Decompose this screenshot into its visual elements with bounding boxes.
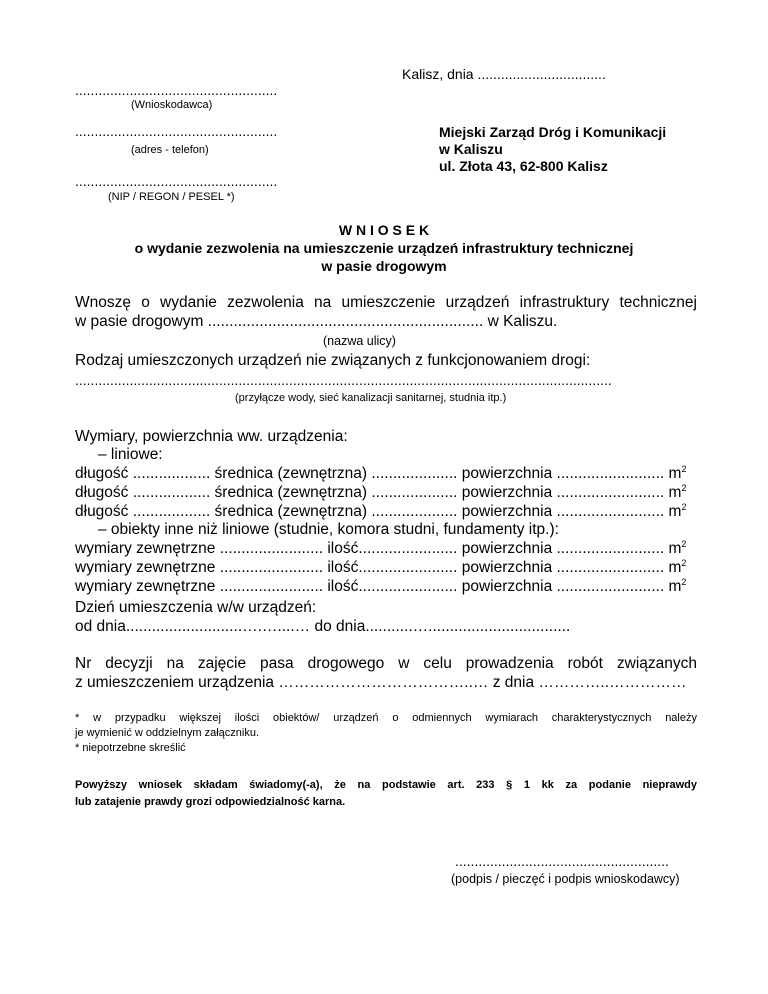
recipient-line2: w Kaliszu [439,141,503,157]
signature-label: (podpis / pieczęć i podpis wnioskodawcy) [451,872,680,886]
document-subtitle-2: w pasie drogowym [321,258,447,274]
decision-line2: z umieszczeniem urządzenia ………………………………..… z dnia …………..…………… [75,674,687,691]
linear-row: długość .................. średnica (zewnętrzna) .................... powierzchnia ......................... $m^2$ [75,464,687,482]
recipient-line3: ul. Złota 43, 62-800 Kalisz [439,158,608,174]
footnote-1-line2: je wymienić w oddzielnym załączniku. [75,727,260,739]
document-title: W N I O S E K [338,222,430,238]
other-row: wymiary zewnętrzne ........................ ilość....................... powierzchnia ......................... $m^2$ [75,577,687,595]
declaration-line1: Powyższy wniosek składam świadomy(-a), że na podstawie art. 233 § 1 kk za podanie nieprawdy [75,779,697,791]
footnote-1-line1: * w przypadku większej ilości obiektów/ urządzeń o odmiennych wymiarach charakterystycznych należy [75,712,697,724]
declaration-line2: lub zatajenie prawdy grozi odpowiedzialność karna. [75,796,346,808]
other-row: wymiary zewnętrzne ........................ ilość....................... powierzchnia ......................... $m^2$ [75,539,687,557]
linear-row: długość .................. średnica (zewnętrzna) .................... powierzchnia ......................... $m^2$ [75,483,687,501]
dimensions-label: Wymiary, powierzchnia ww. urządzenia: [75,428,348,445]
linear-label: – liniowe: [98,446,163,463]
place-date: Kalisz, dnia ................................. [402,66,606,82]
other-objects-label: – obiekty inne niż liniowe (studnie, komora studni, fundamenty itp.): [98,521,559,538]
street-label: (nazwa ulicy) [323,334,396,348]
applicant-dots: .................................................... [75,82,278,98]
linear-row: długość .................. średnica (zewnętrzna) .................... powierzchnia ......................... $m^2$ [75,502,687,520]
signature-dots: ....................................................... [455,853,669,869]
device-type-label: Rodzaj umieszczonych urządzeń nie związanych z funkcjonowaniem drogi: [75,352,591,369]
decision-line1: Nr decyzji na zajęcie pasa drogowego w celu prowadzenia robót związanych [75,655,697,672]
address-dots: .................................................... [75,123,278,139]
address-label: (adres - telefon) [131,144,209,156]
request-line2: w pasie drogowym ................................................................ w Kaliszu. [75,313,558,330]
device-type-dots: .......................................................................................................................................... [75,372,612,388]
placement-label: Dzień umieszczenia w/w urządzeń: [75,599,317,616]
nip-label: (NIP / REGON / PESEL *) [108,191,235,203]
document-subtitle-1: o wydanie zezwolenia na umieszczenie urządzeń infrastruktury technicznej [134,240,634,256]
applicant-label: (Wnioskodawca) [131,99,213,111]
nip-dots: .................................................... [75,173,278,189]
other-row: wymiary zewnętrzne ........................ ilość....................... powierzchnia ......................... $m^2$ [75,558,687,576]
recipient-line1: Miejski Zarząd Dróg i Komunikacji [439,124,667,140]
device-type-hint: (przyłącze wody, sieć kanalizacji sanitarnej, studnia itp.) [235,392,507,404]
placement-dates: od dnia...........................….…....… do dnia...........…................................. [75,618,571,635]
footnote-2: * niepotrzebne skreślić [75,742,186,754]
request-line1: Wnoszę o wydanie zezwolenia na umieszczenie urządzeń infrastruktury technicznej [75,294,697,311]
